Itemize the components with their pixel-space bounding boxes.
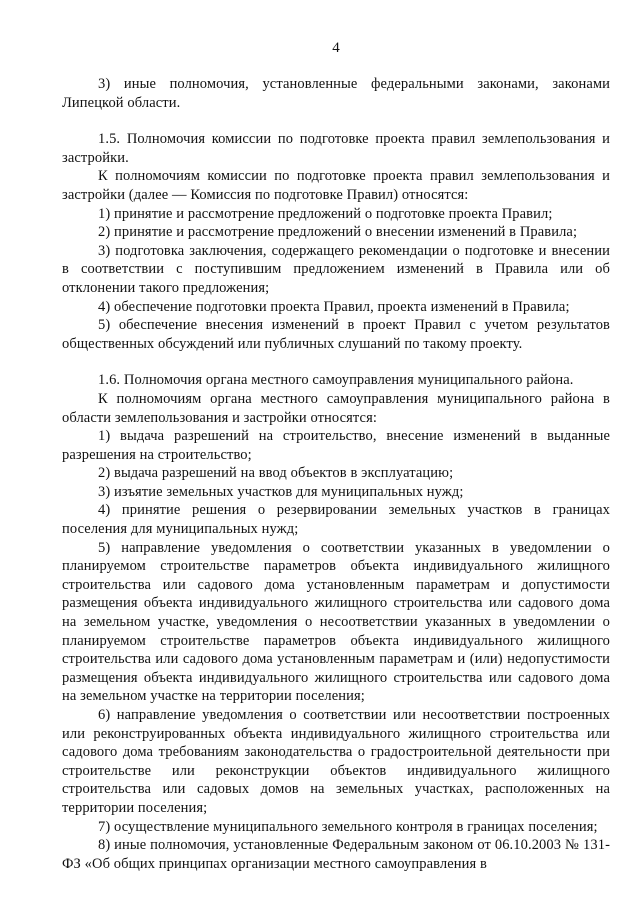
list-item-municipal-5: 5) направление уведомления о соответствии указанных в уведомлении о планируемом строительстве параметров объекта индивидуального жилищного строительства или садового дома установленным параметрам и допустимости размещения объекта индивидуального жилищного строительства или садового дома на земельном участке, уведомления о несоответствии указанных в уведомлении о планируемом строительстве параметров объекта индивидуального жилищного строительства или садового дома установленным параметрам и (или) недопустимости размещения объекта индивидуального жилищного строительства или садового дома на земельном участке на территории поселения; <box>62 539 610 705</box>
paragraph-3-other-powers: 3) иные полномочия, установленные федеральными законами, законами Липецкой области. <box>62 76 610 111</box>
list-item-municipal-1: 1) выдача разрешений на строительство, внесение изменений в выданные разрешения на строительство; <box>62 428 610 463</box>
list-item-commission-2: 2) принятие и рассмотрение предложений о внесении изменений в Правила; <box>98 224 578 241</box>
list-item-commission-1: 1) принятие и рассмотрение предложений о подготовке проекта Правил; <box>98 205 553 222</box>
list-item-municipal-2: 2) выдача разрешений на ввод объектов в эксплуатацию; <box>98 465 454 482</box>
list-item-municipal-8: 8) иные полномочия, установленные Федеральным законом от 06.10.2003 № 131-ФЗ «Об общих принципах организации местного самоуправления в <box>62 837 610 872</box>
list-item-commission-4: 4) обеспечение подготовки проекта Правил, проекта изменений в Правила; <box>98 298 570 315</box>
list-item-municipal-4: 4) принятие решения о резервировании земельных участков в границах поселения для муниципальных нужд; <box>62 502 610 538</box>
list-item-municipal-6: 6) направление уведомления о соответствии или несоответствии построенных или реконструированных объекта индивидуального жилищного строительства или садового дома требованиям законодательства о градостроительной деятельности при строительстве или реконструкции объектов индивидуального жилищного строительства или садовых домов на земельных участках, расположенных на территории поселения; <box>62 707 610 816</box>
page-number: 4 <box>332 40 340 56</box>
list-item-commission-3: 3) подготовка заключения, содержащего рекомендации о подготовке и внесении в соответствии с поступившим предложением изменений в Правила или об отклонении такого предложения; <box>62 242 610 296</box>
list-item-municipal-7: 7) осуществление муниципального земельного контроля в границах поселения; <box>98 818 598 835</box>
paragraph-commission-intro: К полномочиям комиссии по подготовке проекта правил землепользования и застройки (далее — Комиссия по подготовке Правил) относятся: <box>62 168 610 203</box>
list-item-municipal-3: 3) изъятие земельных участков для муниципальных нужд; <box>98 483 464 500</box>
section-heading-1-6: 1.6. Полномочия органа местного самоуправления муниципального района. <box>98 372 574 389</box>
section-heading-1-5: 1.5. Полномочия комиссии по подготовке проекта правил землепользования и застройки. <box>62 131 610 166</box>
list-item-commission-5: 5) обеспечение внесения изменений в проект Правил с учетом результатов общественных обсуждений или публичных слушаний по такому проекту. <box>62 317 610 352</box>
paragraph-municipal-intro: К полномочиям органа местного самоуправления муниципального района в области землепользования и застройки относятся: <box>62 390 610 426</box>
